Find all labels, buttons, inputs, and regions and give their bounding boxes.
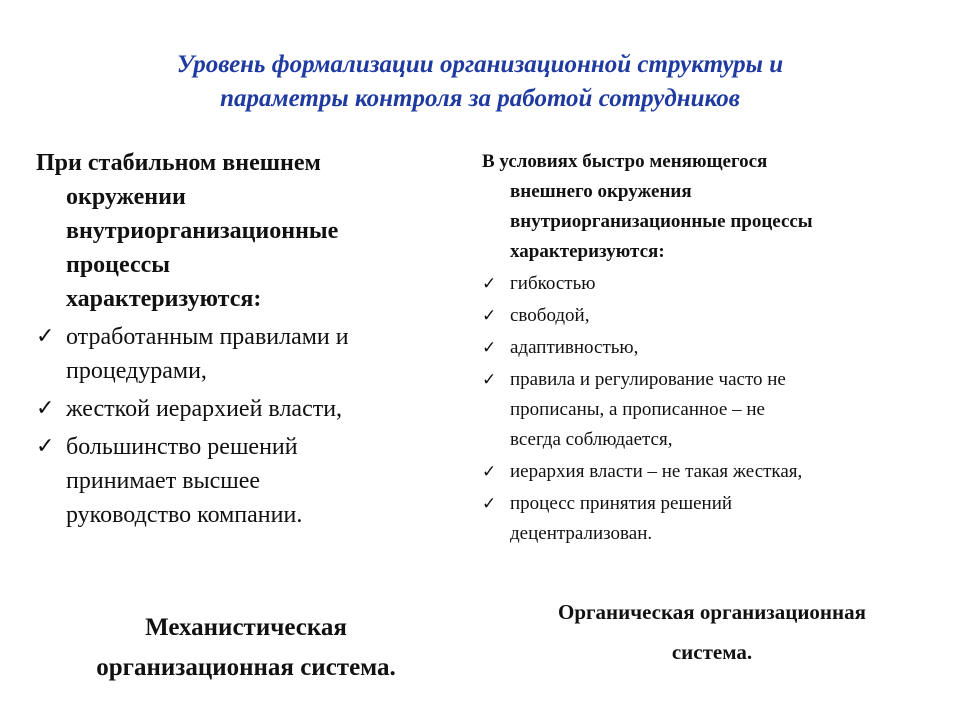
check-mark-icon: ✓ [36,434,55,459]
right-conclusion: Органическая организационная система. [558,600,866,664]
left-checklist [36,320,456,532]
slide-title [60,48,900,116]
check-mark-icon: ✓ [482,306,497,326]
list-item: ✓ гибкостью [482,269,942,299]
right-checklist [482,269,942,549]
list-item: ✓ процесс принятия решений децентрализован. [482,489,942,549]
check-mark-icon: ✓ [36,396,55,421]
list-item: ✓ большинство решений принимает высшее руководство компании. [36,430,456,532]
check-mark-icon: ✓ [36,324,55,349]
title-line-1: Уровень формализации организационной структуры и [176,51,784,78]
list-item: ✓ адаптивностью, [482,333,942,363]
check-mark-icon: ✓ [482,462,497,482]
check-mark-icon: ✓ [482,494,497,514]
left-column [36,146,456,532]
check-mark-icon: ✓ [482,370,497,390]
check-mark-icon: ✓ [482,274,497,294]
list-item: ✓ жесткой иерархией власти, [36,392,456,426]
title-line-2: параметры контроля за работой сотрудников [220,85,740,112]
check-mark-icon: ✓ [482,338,497,358]
left-conclusion: Механистическая организационная система. [96,614,396,681]
list-item: ✓ свободой, [482,301,942,331]
list-item: ✓ отработанным правилами и процедурами, [36,320,456,388]
list-item: ✓ иерархия власти – не такая жесткая, [482,457,942,487]
right-column [482,147,942,549]
right-intro: В условиях быстро меняющегося внешнего окружения внутриорганизационные процессы характеризуются: [482,151,813,262]
list-item: ✓ правила и регулирование часто не прописаны, а прописанное – не всегда соблюдается, [482,365,942,455]
left-intro: При стабильном внешнем окружении внутриорганизационные процессы характеризуются: [36,150,339,312]
